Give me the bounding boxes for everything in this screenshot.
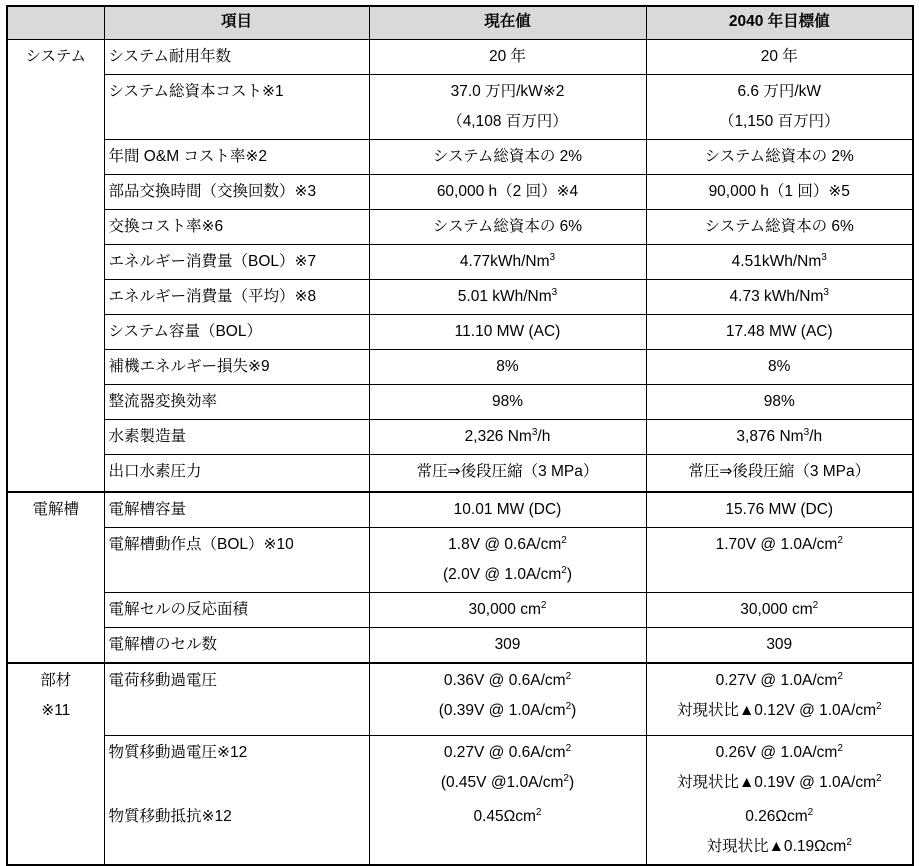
category-label: 電解槽 xyxy=(32,501,79,518)
spec-table xyxy=(6,5,914,866)
target-value-cell xyxy=(646,39,913,74)
current-value: 37.0 万円/kW※2 xyxy=(450,82,565,100)
target-value: 対現状比▲0.12V @ $1.0A/cm^2$ xyxy=(676,700,882,719)
table-row xyxy=(7,735,913,800)
target-value: システム総資本の 2% xyxy=(704,147,854,165)
item-label: 電解槽動作点（BOL）※10 xyxy=(108,536,294,553)
current-value-cell xyxy=(369,800,646,865)
item-label: 出口水素圧力 xyxy=(108,462,202,480)
target-value-cell xyxy=(646,454,913,492)
item-label: エネルギー消費量（平均）※8 xyxy=(108,287,317,305)
current-value: 1.8V @ $0.6A/cm^2$ xyxy=(448,534,567,553)
target-value: 309 xyxy=(766,636,793,653)
target-value: 常圧⇒後段圧縮（3 MPa） xyxy=(688,462,871,480)
target-value-cell xyxy=(646,384,913,419)
current-value: 309 xyxy=(494,636,521,653)
item-cell xyxy=(104,39,369,74)
current-value-cell xyxy=(369,735,646,800)
target-value: 17.48 MW (AC) xyxy=(725,322,833,340)
target-value: 4.73 kWh/Nm$^3$ xyxy=(729,286,829,305)
current-value-cell xyxy=(369,174,646,209)
target-value: 0.26Ωcm$^2$ xyxy=(745,806,814,825)
target-value-cell xyxy=(646,663,913,735)
current-value-cell xyxy=(369,244,646,279)
item-label: 補機エネルギー損失※9 xyxy=(108,357,270,375)
current-value: 30,000 $cm^2$ xyxy=(468,599,547,618)
current-value-cell xyxy=(369,492,646,528)
item-label: 物質移動過電圧※12 xyxy=(108,743,248,761)
current-value: 2,326 Nm$^3$/h xyxy=(464,426,551,445)
current-value: 10.01 MW (DC) xyxy=(453,501,562,518)
target-value-cell xyxy=(646,74,913,139)
item-cell xyxy=(104,735,369,800)
current-value: (2.0V @ $1.0A/cm^2$) xyxy=(443,564,572,583)
item-label: 部品交換時間（交換回数）※3 xyxy=(108,182,317,200)
item-cell xyxy=(104,384,369,419)
item-cell xyxy=(104,209,369,244)
target-value: 0.26V @ $1.0A/cm^2$ xyxy=(715,742,843,761)
item-label: 交換コスト率※6 xyxy=(108,217,224,235)
item-label: システム耐用年数 xyxy=(108,47,231,65)
target-value: 15.76 MW (DC) xyxy=(725,501,834,518)
current-value-cell xyxy=(369,628,646,664)
target-value: 0.27V @ $1.0A/cm^2$ xyxy=(715,670,843,689)
current-value: (0.39V @ $1.0A/cm^2$) xyxy=(438,700,577,719)
item-cell xyxy=(104,279,369,314)
target-value-cell xyxy=(646,492,913,528)
current-value-cell xyxy=(369,528,646,593)
current-value: 8% xyxy=(496,357,519,375)
current-value: （4,108 百万円） xyxy=(447,112,568,130)
table-row xyxy=(7,74,913,139)
table-row xyxy=(7,174,913,209)
target-value: 3,876 Nm$^3$/h xyxy=(736,426,823,445)
current-value-cell xyxy=(369,384,646,419)
category-label: 部材 xyxy=(40,672,72,689)
table-row xyxy=(7,528,913,593)
target-value: 1.70V @ $1.0A/cm^2$ xyxy=(715,534,843,553)
table-row xyxy=(7,419,913,454)
target-value-cell xyxy=(646,244,913,279)
category-cell-components xyxy=(7,663,104,865)
target-value-cell xyxy=(646,314,913,349)
current-value: 11.10 MW (AC) xyxy=(454,322,561,340)
table-row xyxy=(7,244,913,279)
target-value-cell xyxy=(646,139,913,174)
current-value: (0.45V $@1.0A/cm^2$) xyxy=(440,772,575,791)
item-cell xyxy=(104,314,369,349)
target-value: 4.51kWh/Nm$^3$ xyxy=(731,251,827,270)
table-row xyxy=(7,209,913,244)
category-label: システム xyxy=(25,47,86,65)
current-value: 4.77kWh/Nm$^3$ xyxy=(459,251,556,270)
target-value-cell xyxy=(646,593,913,628)
item-cell xyxy=(104,349,369,384)
table-row xyxy=(7,593,913,628)
table-row xyxy=(7,39,913,74)
target-value: 6.6 万円/kW xyxy=(737,82,822,100)
current-value: 5.01 kWh/Nm$^3$ xyxy=(457,286,558,305)
table-row xyxy=(7,492,913,528)
item-label: 物質移動抵抗※12 xyxy=(108,807,232,825)
current-value: システム総資本の 2% xyxy=(432,147,583,165)
current-value: 0.27V @ $0.6A/cm^2$ xyxy=(443,742,572,761)
item-label: システム総資本コスト※1 xyxy=(108,82,284,100)
item-cell xyxy=(104,244,369,279)
header-cell-category xyxy=(7,6,104,39)
item-cell xyxy=(104,628,369,664)
target-value: 対現状比▲0.19V @ $1.0A/cm^2$ xyxy=(676,772,882,791)
current-value: 0.36V @ $0.6A/cm^2$ xyxy=(443,670,572,689)
table-row xyxy=(7,279,913,314)
item-label: 水素製造量 xyxy=(108,427,187,445)
current-value-cell xyxy=(369,209,646,244)
current-value-cell xyxy=(369,454,646,492)
target-value: 30,000 $cm^2$ xyxy=(740,599,819,618)
item-cell xyxy=(104,419,369,454)
target-value: 対現状比▲0.19Ωcm$^2$ xyxy=(706,836,852,855)
target-value: 20 年 xyxy=(760,47,798,65)
current-value: 20 年 xyxy=(488,47,527,65)
item-cell xyxy=(104,174,369,209)
item-label: 電解セルの反応面積 xyxy=(108,601,249,618)
target-value-cell xyxy=(646,279,913,314)
current-value-cell xyxy=(369,39,646,74)
item-cell xyxy=(104,139,369,174)
target-value-cell xyxy=(646,349,913,384)
current-value: 98% xyxy=(491,392,524,410)
category-cell-stack xyxy=(7,492,104,663)
item-label: 電荷移動過電圧 xyxy=(108,672,218,689)
item-cell xyxy=(104,528,369,593)
table-row xyxy=(7,384,913,419)
item-cell xyxy=(104,74,369,139)
current-value: 常圧⇒後段圧縮（3 MPa） xyxy=(416,462,599,480)
current-value-cell xyxy=(369,139,646,174)
target-value-cell xyxy=(646,209,913,244)
item-label: エネルギー消費量（BOL）※7 xyxy=(108,252,317,270)
table-row xyxy=(7,349,913,384)
current-value-cell xyxy=(369,314,646,349)
item-cell xyxy=(104,800,369,865)
current-value: 60,000 h（2 回）※4 xyxy=(436,182,579,200)
category-label: ※11 xyxy=(41,702,71,719)
target-value-cell xyxy=(646,628,913,664)
item-cell xyxy=(104,492,369,528)
current-value-cell xyxy=(369,74,646,139)
current-value-cell xyxy=(369,593,646,628)
item-label: 整流器変換効率 xyxy=(108,392,218,410)
target-value-cell xyxy=(646,528,913,593)
target-value: 8% xyxy=(768,357,791,375)
item-label: システム容量（BOL） xyxy=(108,322,262,340)
header-cell-target: 2040 年目標値 xyxy=(646,6,913,39)
item-cell xyxy=(104,593,369,628)
table-row xyxy=(7,800,913,865)
item-label: 電解槽のセル数 xyxy=(108,636,218,653)
header-row xyxy=(7,6,913,39)
current-value: 0.45Ωcm$^2$ xyxy=(473,806,542,825)
table-row xyxy=(7,628,913,664)
current-value: システム総資本の 6% xyxy=(432,217,583,235)
category-cell-system xyxy=(7,39,104,492)
header-cell-current: 現在値 xyxy=(369,6,646,39)
target-value: システム総資本の 6% xyxy=(704,217,854,235)
header-cell-item: 項目 xyxy=(104,6,369,39)
target-value: 98% xyxy=(763,392,795,410)
current-value-cell xyxy=(369,349,646,384)
current-value-cell xyxy=(369,419,646,454)
item-cell xyxy=(104,454,369,492)
table-row xyxy=(7,139,913,174)
target-value-cell xyxy=(646,419,913,454)
item-label: 電解槽容量 xyxy=(108,501,187,518)
item-cell xyxy=(104,663,369,735)
current-value-cell xyxy=(369,279,646,314)
table-row xyxy=(7,663,913,735)
target-value-cell xyxy=(646,800,913,865)
target-value: 90,000 h（1 回）※5 xyxy=(708,182,850,200)
target-value: （1,150 百万円） xyxy=(718,112,840,130)
table-row xyxy=(7,454,913,492)
current-value-cell xyxy=(369,663,646,735)
table-row xyxy=(7,314,913,349)
item-label: 年間 O&M コスト率※2 xyxy=(108,147,268,165)
target-value-cell xyxy=(646,735,913,800)
target-value-cell xyxy=(646,174,913,209)
